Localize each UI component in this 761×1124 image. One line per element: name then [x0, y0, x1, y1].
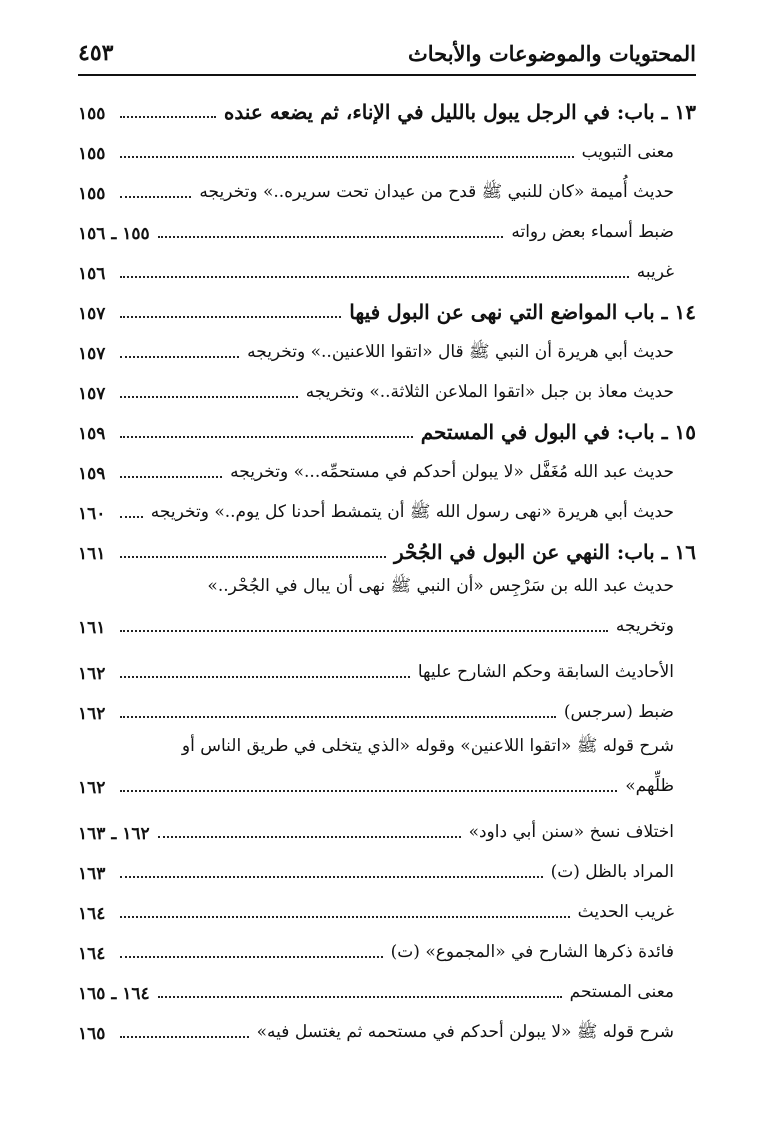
dot-leader — [120, 630, 608, 632]
toc-page-ref: ١٥٩ — [78, 424, 106, 444]
toc-page-ref: ١٥٧ — [78, 344, 106, 364]
toc-entry-text: غريب الحديث — [577, 902, 674, 922]
toc-page-ref: ١٥٧ — [78, 384, 106, 404]
toc-entry-text: المراد بالظل (ت) — [550, 862, 674, 882]
dot-leader — [120, 116, 216, 118]
toc-entry — [78, 170, 696, 210]
dot-leader — [120, 316, 341, 318]
dot-leader — [120, 876, 543, 878]
dot-leader — [120, 196, 191, 198]
toc-page-ref: ١٦٤ — [78, 904, 106, 924]
dot-leader — [158, 236, 504, 238]
toc-page-ref: ١٦٢ ـ ١٦٣ — [78, 824, 150, 844]
toc-entry-text: حديث معاذ بن جبل «اتقوا الملاعن الثلاثة..» وتخريجه — [305, 382, 674, 402]
toc-page-ref: ١٥٥ ـ ١٥٦ — [78, 224, 150, 244]
dot-leader — [120, 956, 383, 958]
page-number: ٤٥٣ — [78, 40, 114, 66]
toc-entry-text: ضبط (سرجس) — [563, 702, 674, 722]
toc-page-ref: ١٦١ — [78, 544, 106, 564]
dot-leader — [120, 396, 298, 398]
header-rule — [78, 74, 696, 76]
dot-leader — [120, 790, 617, 792]
toc-entry — [78, 130, 696, 170]
toc-entry-text: ١٤ ـ باب المواضع التي نهى عن البول فيها — [349, 300, 696, 324]
toc-entry-text: ظلِّهم» — [625, 776, 674, 796]
toc-entry-text: وتخريجه — [615, 616, 674, 636]
dot-leader — [120, 276, 629, 278]
toc-entry — [78, 330, 696, 370]
toc-page-ref: ١٦٢ — [78, 778, 106, 798]
toc-entry-text: ١٥ ـ باب: في البول في المستحم — [420, 420, 696, 444]
dot-leader — [120, 356, 239, 358]
toc-chapter-heading — [78, 410, 696, 450]
toc-entry-text: حديث أبي هريرة أن النبي ﷺ قال «اتقوا اللاعنين..» وتخريجه — [247, 342, 674, 362]
toc-entry — [78, 370, 696, 410]
toc-entry-text: حديث أبي هريرة «نهى رسول الله ﷺ أن يتمشط أحدنا كل يوم..» وتخريجه — [150, 502, 674, 522]
toc-entry — [78, 210, 696, 250]
toc-entry — [78, 890, 696, 930]
dot-leader — [120, 916, 570, 918]
toc-chapter-heading — [78, 290, 696, 330]
dot-leader — [158, 836, 461, 838]
toc-entry — [78, 570, 696, 650]
toc-entry-text: غريبه — [636, 262, 674, 282]
toc-page-ref: ١٥٦ — [78, 264, 106, 284]
toc-entry — [78, 1010, 696, 1050]
toc-entry — [78, 490, 696, 530]
dot-leader — [120, 556, 386, 558]
dot-leader — [120, 676, 410, 678]
toc-entry — [78, 730, 696, 810]
dot-leader — [158, 996, 562, 998]
toc-page-ref: ١٥٥ — [78, 184, 106, 204]
toc-page-ref: ١٥٩ — [78, 464, 106, 484]
toc-page-ref: ١٦٤ — [78, 944, 106, 964]
running-title: المحتويات والموضوعات والأبحاث — [407, 41, 696, 66]
toc-entry-text: ١٦ ـ باب: النهي عن البول في الجُحْر — [394, 540, 696, 564]
dot-leader — [120, 716, 556, 718]
toc-page-ref: ١٦٢ — [78, 704, 106, 724]
toc-page-ref: ١٦٣ — [78, 864, 106, 884]
toc-entry-text: حديث عبد الله مُغَفَّل «لا يبولن أحدكم في مستحمِّه...» وتخريجه — [230, 462, 674, 482]
toc-page-ref: ١٦٥ — [78, 1024, 106, 1044]
page-header — [78, 30, 696, 66]
toc-entry-text: شرح قوله ﷺ «اتقوا اللاعنين» وقوله «الذي يتخلى في طريق الناس أو — [181, 736, 674, 756]
toc-page-ref: ١٥٥ — [78, 104, 106, 124]
toc-page-ref: ١٦٤ ـ ١٦٥ — [78, 984, 150, 1004]
toc-entry — [78, 450, 696, 490]
toc-page-ref: ١٦١ — [78, 618, 106, 638]
toc-page-ref: ١٥٧ — [78, 304, 106, 324]
dot-leader — [120, 156, 574, 158]
toc-entry — [78, 850, 696, 890]
toc-entry-text: معنى التبويب — [581, 142, 674, 162]
dot-leader — [120, 436, 413, 438]
toc-page-ref: ١٦٠ — [78, 504, 106, 524]
toc-entry-text: معنى المستحم — [569, 982, 674, 1002]
toc-chapter-heading — [78, 530, 696, 570]
toc-entry-text: ١٣ ـ باب: في الرجل يبول بالليل في الإناء، ثم يضعه عنده — [223, 100, 696, 124]
table-of-contents — [78, 90, 696, 1050]
toc-entry — [78, 690, 696, 730]
toc-entry — [78, 250, 696, 290]
toc-page-ref: ١٥٥ — [78, 144, 106, 164]
toc-page-ref: ١٦٢ — [78, 664, 106, 684]
toc-entry-text: ضبط أسماء بعض رواته — [511, 222, 674, 242]
toc-chapter-heading — [78, 90, 696, 130]
dot-leader — [120, 1036, 249, 1038]
toc-entry — [78, 810, 696, 850]
toc-entry-text: اختلاف نسخ «سنن أبي داود» — [468, 822, 674, 842]
toc-entry-text: فائدة ذكرها الشارح في «المجموع» (ت) — [390, 942, 674, 962]
toc-entry — [78, 650, 696, 690]
toc-entry — [78, 970, 696, 1010]
toc-entry-text: الأحاديث السابقة وحكم الشارح عليها — [417, 662, 674, 682]
toc-entry-text: حديث عبد الله بن سَرْجِس «أن النبي ﷺ نهى أن يبال في الجُحْر..» — [207, 576, 674, 596]
toc-entry — [78, 930, 696, 970]
toc-entry-text: شرح قوله ﷺ «لا يبولن أحدكم في مستحمه ثم يغتسل فيه» — [256, 1022, 674, 1042]
dot-leader — [120, 476, 222, 478]
dot-leader — [120, 516, 143, 518]
toc-entry-text: حديث أُميمة «كان للنبي ﷺ قدح من عيدان تحت سريره..» وتخريجه — [199, 182, 674, 202]
